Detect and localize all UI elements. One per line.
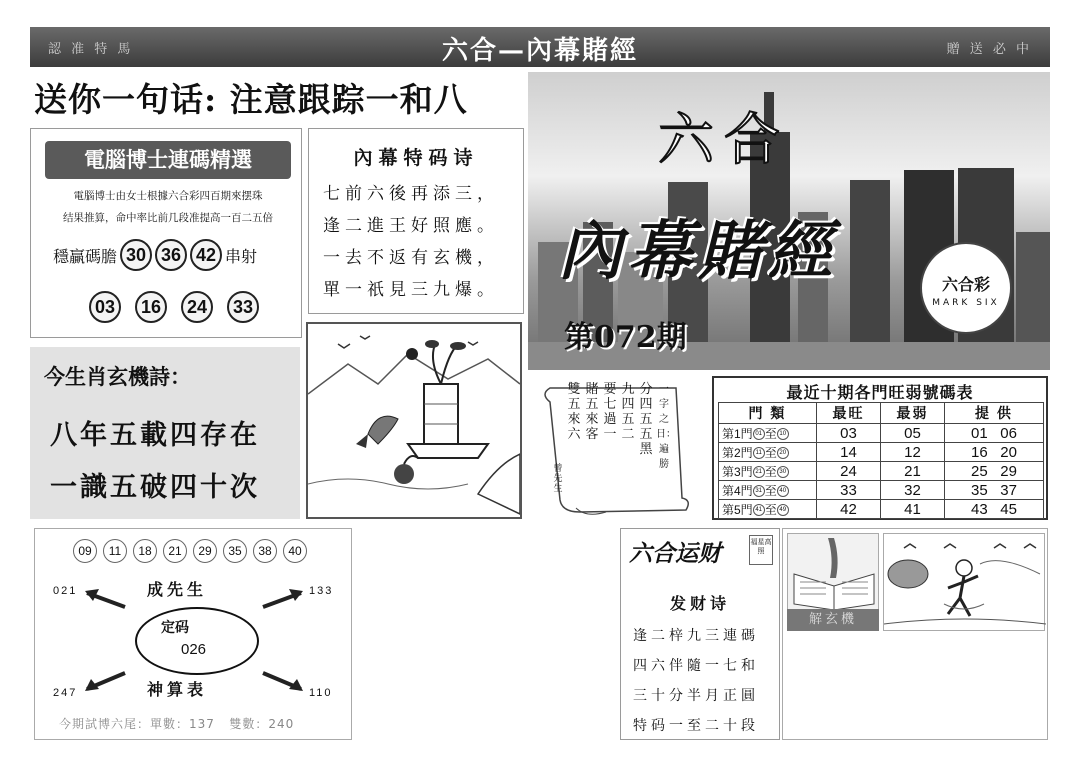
poem-line: 七前六後再添三，: [323, 184, 499, 204]
hero-liuhe: 六合: [658, 108, 790, 173]
hero-title: 內幕賭經: [558, 214, 838, 289]
rooster-drawing: [308, 324, 520, 517]
hot-cell: 42: [817, 500, 881, 519]
door-cell: [719, 500, 817, 519]
provide-value: 37: [1000, 481, 1017, 499]
cold-cell: 21: [881, 462, 945, 481]
doctor-box: [30, 128, 302, 338]
provide-value: 06: [1000, 424, 1017, 442]
door-cell: [719, 462, 817, 481]
number-ball: 29: [193, 539, 217, 563]
doctor-extra-row: [89, 291, 259, 323]
column-header: 門 類: [719, 403, 817, 424]
wealth-line: 特码一至二十段: [633, 718, 759, 734]
corner-br: 110: [309, 687, 333, 699]
cold-cell: 05: [881, 424, 945, 443]
number-ball: 09: [73, 539, 97, 563]
wealth-line: 四六伴隨一七和: [633, 658, 759, 674]
corner-tl: 021: [53, 585, 78, 597]
provide-cell: [945, 443, 1044, 462]
number-ball: 40: [283, 539, 307, 563]
table-row: [719, 462, 1044, 481]
corner-tr: 133: [309, 585, 334, 597]
table-row: [719, 443, 1044, 462]
poem-box: [308, 128, 524, 314]
column-header: 最弱: [881, 403, 945, 424]
door-to-label: 至: [764, 445, 777, 460]
hot-cold-table-box: [712, 376, 1048, 520]
provide-value: 25: [971, 462, 988, 480]
poem-line: 一去不返有玄機，: [323, 248, 499, 268]
door-cell: [719, 424, 817, 443]
center-key: 定码: [161, 620, 189, 636]
cold-cell: 32: [881, 481, 945, 500]
door-from: 01: [753, 428, 765, 440]
provide-value: 16: [971, 443, 988, 461]
cold-cell: 12: [881, 443, 945, 462]
poem-line: 單一祇見三九爆。: [323, 280, 499, 300]
number-ball: 18: [133, 539, 157, 563]
number-ball: 24: [181, 291, 213, 323]
poem-title: 內幕特码诗: [353, 147, 479, 169]
table-header-row: [719, 403, 1044, 424]
number-ball: 21: [163, 539, 187, 563]
doctor-row-suffix: 串射: [225, 246, 258, 266]
hot-cell: 14: [817, 443, 881, 462]
number-ball: 38: [253, 539, 277, 563]
number-ball: 30: [120, 239, 152, 271]
poem-line: 逢二進王好照應。: [323, 216, 499, 236]
door-name: 第2門: [722, 445, 753, 460]
mark-six-logo: [920, 242, 1012, 334]
wealth-line: 三十分半月正圓: [633, 688, 759, 704]
provide-value: 01: [971, 424, 988, 442]
provide-value: 35: [971, 481, 988, 499]
zodiac-line: 一識五破四十次: [50, 472, 260, 503]
corner-bl: 247: [53, 687, 78, 699]
number-ball: 11: [103, 539, 127, 563]
scroll-signature: 曾先生: [553, 464, 563, 494]
rooster-illustration: [306, 322, 522, 519]
door-name: 第3門: [722, 464, 753, 479]
door-from: 31: [753, 485, 765, 497]
door-cell: [719, 443, 817, 462]
book-label: 解玄機: [787, 609, 879, 631]
provide-cell: [945, 500, 1044, 519]
column-header: 提 供: [945, 403, 1044, 424]
issue-number: 第072期: [564, 320, 687, 355]
number-ball: 36: [155, 239, 187, 271]
even-value: 240: [268, 717, 295, 731]
odd-value: 137: [189, 717, 215, 731]
scroll-column: 九四五二: [621, 382, 635, 442]
tail-label: 今期試博六尾：: [59, 717, 151, 731]
wealth-line: 逢二梓九三連碼: [633, 628, 759, 644]
doctor-row-label: 穩贏碼膽: [53, 246, 118, 266]
door-to-label: 至: [764, 502, 777, 517]
runner-illustration: [883, 533, 1045, 631]
door-from: 41: [753, 504, 765, 516]
table-row: [719, 500, 1044, 519]
door-to: 40: [777, 485, 789, 497]
provide-cell: [945, 462, 1044, 481]
hero-picture: [528, 72, 1050, 370]
wealth-logo: 六合运财: [629, 540, 721, 567]
provide-value: 20: [1000, 443, 1017, 461]
scroll-column: 分四五五黑: [639, 382, 653, 457]
door-cell: [719, 481, 817, 500]
mark-six-logo-sub: MARK SIX: [932, 298, 1000, 308]
door-to: 30: [777, 466, 789, 478]
scroll-column: 雙五來六: [567, 382, 581, 442]
number-ball: 33: [227, 291, 259, 323]
hot-cold-table: [718, 402, 1044, 519]
zodiac-box: [30, 347, 300, 519]
door-to-label: 至: [764, 483, 777, 498]
doctor-desc-line-1: 電腦博士由女士根據六合彩四百期來摆珠: [73, 190, 263, 202]
door-name: 第1門: [722, 426, 753, 441]
column-header: 最旺: [817, 403, 881, 424]
illustration-box: [782, 528, 1048, 740]
table-title: 最近十期各門旺弱號碼表: [786, 383, 974, 402]
doctor-title: 電腦博士連碼精選: [45, 141, 291, 179]
even-label: 雙數：: [229, 717, 269, 731]
tail-line: [59, 715, 294, 732]
runner-drawing: [884, 534, 1046, 632]
odd-label: 單數：: [150, 717, 190, 731]
number-ball: 42: [190, 239, 222, 271]
doctor-description: [37, 185, 299, 229]
door-from: 11: [753, 447, 765, 459]
door-from: 21: [753, 466, 765, 478]
center-ellipse: [135, 607, 259, 675]
wealth-box: [620, 528, 780, 740]
provide-cell: [945, 481, 1044, 500]
door-name: 第5門: [722, 502, 753, 517]
scroll-poem: [536, 380, 696, 520]
number-ball: 16: [135, 291, 167, 323]
provide-value: 29: [1000, 462, 1017, 480]
door-name: 第4門: [722, 483, 753, 498]
table-row: [719, 424, 1044, 443]
calc-box: [34, 528, 352, 740]
doctor-main-row: [53, 239, 257, 271]
number-ball: 35: [223, 539, 247, 563]
door-to: 10: [777, 428, 789, 440]
calc-top-label: 成先生: [147, 580, 208, 599]
scroll-header: 一字之日：遍膀: [656, 384, 676, 470]
banner-left-text: 認 准 特 馬: [48, 42, 134, 57]
provide-value: 45: [1000, 500, 1017, 518]
hot-cell: 03: [817, 424, 881, 443]
cold-cell: 41: [881, 500, 945, 519]
hot-cell: 33: [817, 481, 881, 500]
number-ball: 03: [89, 291, 121, 323]
doctor-desc-line-2: 结果推算，命中率比前几段准提高一百二五倍: [63, 212, 273, 224]
wealth-stamp: 福星高照: [749, 535, 773, 565]
door-to-label: 至: [764, 426, 777, 441]
mark-six-logo-text: 六合彩: [941, 275, 990, 294]
zodiac-title: 今生肖玄機詩：: [44, 365, 191, 389]
wealth-title: 发财诗: [669, 594, 730, 613]
banner-right-text: 贈 送 必 中: [946, 42, 1032, 57]
center-value: 026: [181, 641, 207, 658]
scroll-column: 賭五來客: [585, 382, 599, 442]
book-icon: [788, 534, 880, 612]
door-to: 49: [777, 504, 789, 516]
table-row: [719, 481, 1044, 500]
provide-value: 43: [971, 500, 988, 518]
banner-title: 六合—內幕賭經: [441, 36, 638, 66]
provide-cell: [945, 424, 1044, 443]
top-banner: [30, 27, 1050, 67]
slogan: 送你一句话: 注意跟踪一和八: [34, 80, 468, 119]
hot-cell: 24: [817, 462, 881, 481]
scroll-column: 要七過一: [603, 382, 617, 442]
zodiac-line: 八年五載四存在: [50, 420, 260, 451]
door-to-label: 至: [764, 464, 777, 479]
calc-bottom-label: 神算表: [147, 680, 208, 699]
door-to: 20: [777, 447, 789, 459]
